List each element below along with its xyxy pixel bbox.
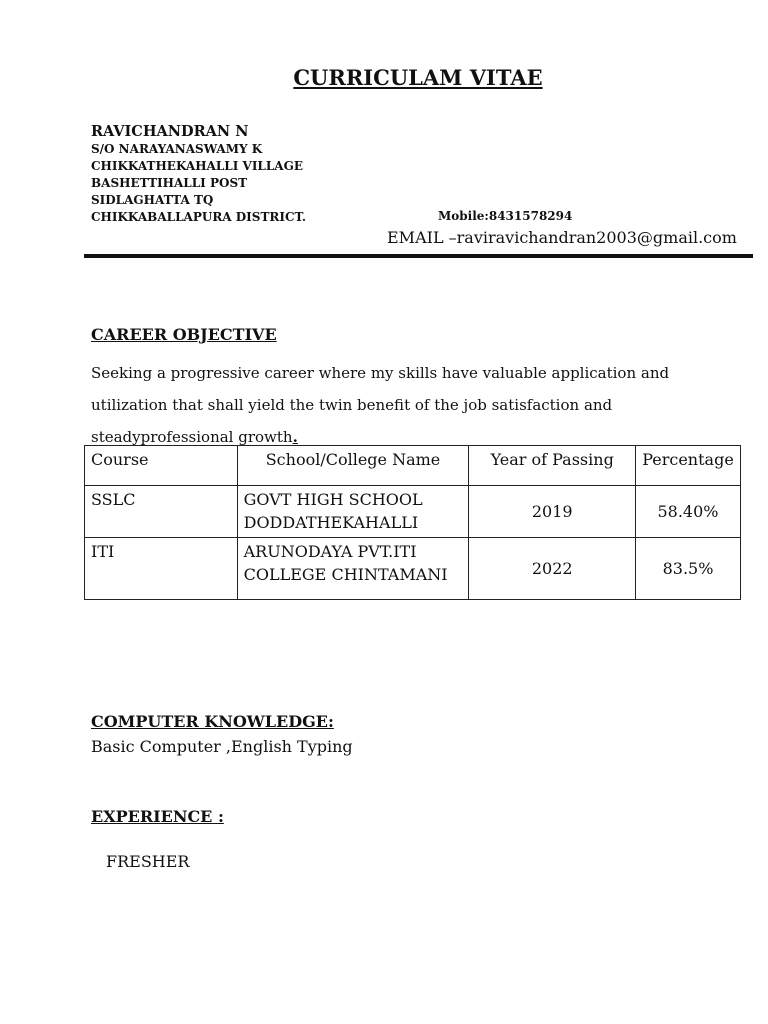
address-line: BASHETTIHALLI POST (91, 176, 248, 190)
address-line: S/O NARAYANASWAMY K (91, 142, 263, 156)
table-row (85, 486, 741, 538)
header-course: Course (85, 446, 238, 486)
header-school: School/College Name (237, 446, 469, 486)
career-objective-body: Seeking a progressive career where my skills have valuable application and utilization that shall yield the twin benefit of the job satisfaction and steadyprofessional growth (91, 364, 670, 446)
career-objective-text (91, 357, 741, 453)
address-line: CHIKKATHEKAHALLI VILLAGE (91, 159, 304, 173)
education-table (84, 445, 741, 600)
school-line: GOVT HIGH SCHOOL (243, 490, 423, 509)
year-cell: 2019 (469, 486, 636, 538)
percentage-cell: 83.5% (635, 538, 740, 600)
school-line: COLLEGE CHINTAMANI (243, 565, 448, 584)
school-line: ARUNODAYA PVT.ITI (243, 542, 417, 561)
address-line: SIDLAGHATTA TQ (91, 193, 214, 207)
email-address: EMAIL –raviravichandran2003@gmail.com (387, 228, 737, 247)
candidate-name: RAVICHANDRAN N (91, 123, 249, 140)
experience-colon: : (212, 807, 224, 826)
experience-heading: EXPERIENCE (91, 807, 213, 826)
table-row (85, 538, 741, 600)
table-header-row (85, 446, 741, 486)
header-percentage: Percentage (635, 446, 740, 486)
computer-knowledge-text: Basic Computer ,English Typing (91, 737, 353, 756)
school-cell (237, 486, 469, 538)
experience-text: FRESHER (106, 852, 190, 871)
experience-heading-wrapper (91, 807, 224, 826)
career-objective-heading: CAREER OBJECTIVE (91, 325, 277, 344)
percentage-cell: 58.40% (635, 486, 740, 538)
computer-knowledge-heading: COMPUTER KNOWLEDGE: (91, 712, 334, 731)
address-line: CHIKKABALLAPURA DISTRICT. (91, 210, 307, 224)
document-title: CURRICULAM VITAE (293, 65, 543, 90)
course-cell: ITI (85, 538, 238, 600)
year-cell: 2022 (469, 538, 636, 600)
career-objective-end-mark: . (292, 428, 298, 446)
course-cell: SSLC (85, 486, 238, 538)
mobile-number: Mobile:8431578294 (438, 209, 573, 223)
school-line: DODDATHEKAHALLI (243, 513, 419, 532)
header-divider (84, 254, 753, 258)
school-cell (237, 538, 469, 600)
header-year: Year of Passing (469, 446, 636, 486)
